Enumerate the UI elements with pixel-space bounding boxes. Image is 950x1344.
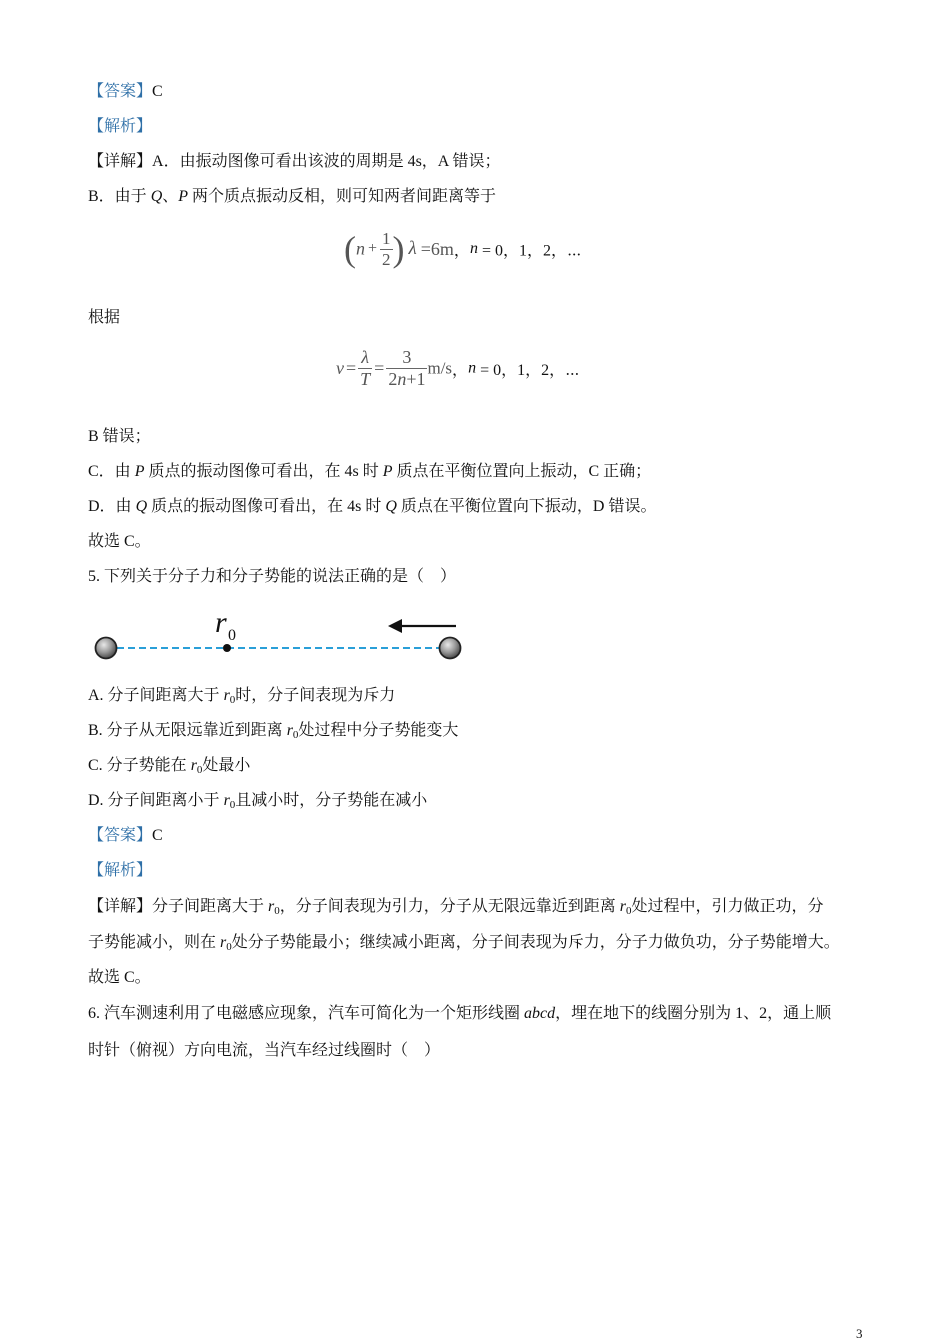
q5-detail-1: 【详解】分子间距离大于 $r_0$，分子间表现为引力，分子从无限远靠近到距离 $r_0$处过程中，引力做正功，分 bbox=[88, 898, 824, 917]
q5-option-c: C. 分子势能在 $r_0$处最小 bbox=[88, 757, 251, 776]
r0-point bbox=[223, 644, 231, 652]
answer-value: C bbox=[152, 827, 163, 844]
genju: 根据 bbox=[88, 309, 121, 326]
q5-answer-line bbox=[88, 826, 163, 846]
left-arrow-icon bbox=[388, 619, 402, 633]
q5-stem: 5. 下列关于分子力和分子势能的说法正确的是（ ） bbox=[88, 568, 457, 585]
answer-tag: 【答案】 bbox=[88, 83, 153, 100]
q6-stem-line2: 时针（俯视）方向电流，当汽车经过线圈时（ ） bbox=[88, 1042, 441, 1059]
q5-choose: 故选 C。 bbox=[88, 969, 151, 986]
q4-detail-a: 【详解】A．由振动图像可看出该波的周期是 4s，A 错误； bbox=[88, 153, 501, 170]
detail-tag: 【详解】 bbox=[88, 898, 153, 915]
detail-tag: 【详解】 bbox=[88, 153, 153, 170]
q5-option-d: D. 分子间距离小于 $r_0$且减小时，分子势能在减小 bbox=[88, 792, 428, 811]
q4-detail-b: B．由于 Q、P 两个质点振动反相，则可知两者间距离等于 bbox=[88, 188, 497, 205]
q5-detail-2: 子势能减小，则在 $r_0$处分子势能最小；继续减小距离，分子间表现为斥力，分子力做负功，分子势能增大。 bbox=[88, 934, 840, 953]
right-molecule-icon bbox=[440, 638, 461, 659]
r0-label: r bbox=[215, 606, 227, 639]
q5-analysis-tag: 【解析】 bbox=[88, 862, 153, 879]
left-molecule-icon bbox=[96, 638, 117, 659]
q4-detail-c: C．由 P 质点的振动图像可看出，在 4s 时 P 质点在平衡位置向上振动，C 正确； bbox=[88, 463, 652, 480]
q4-choose: 故选 C。 bbox=[88, 533, 151, 550]
q4-answer-line bbox=[88, 82, 163, 102]
b-wrong: B 错误； bbox=[88, 428, 151, 445]
formula-distance: (n + $\frac{1}{2}$ ) λ =6m，n = 0，1，2，⋯ bbox=[344, 228, 582, 269]
q5-option-b: B. 分子从无限远靠近到距离 $r_0$处过程中分子势能变大 bbox=[88, 722, 459, 741]
answer-value: C bbox=[152, 83, 163, 100]
q4-analysis-tag: 【解析】 bbox=[88, 118, 153, 135]
molecule-figure bbox=[88, 602, 468, 666]
page-number: 3 bbox=[856, 1326, 863, 1341]
q6-stem-line1: 6. 汽车测速利用了电磁感应现象，汽车可简化为一个矩形线圈 abcd，埋在地下的线圈分别为 1、2，通上顺 bbox=[88, 1005, 832, 1022]
q4-detail-d: D．由 Q 质点的振动图像可看出，在 4s 时 Q 质点在平衡位置向下振动，D 错误。 bbox=[88, 498, 657, 515]
r0-label-sub: 0 bbox=[228, 627, 236, 644]
q5-option-a: A. 分子间距离大于 $r_0$时，分子间表现为斥力 bbox=[88, 687, 396, 706]
answer-tag: 【答案】 bbox=[88, 827, 153, 844]
formula-velocity: v = $\frac{\lambda}{T}$ = $\frac{3}{2n+1}$ m/s，n = 0，1，2，⋯ bbox=[336, 347, 580, 389]
